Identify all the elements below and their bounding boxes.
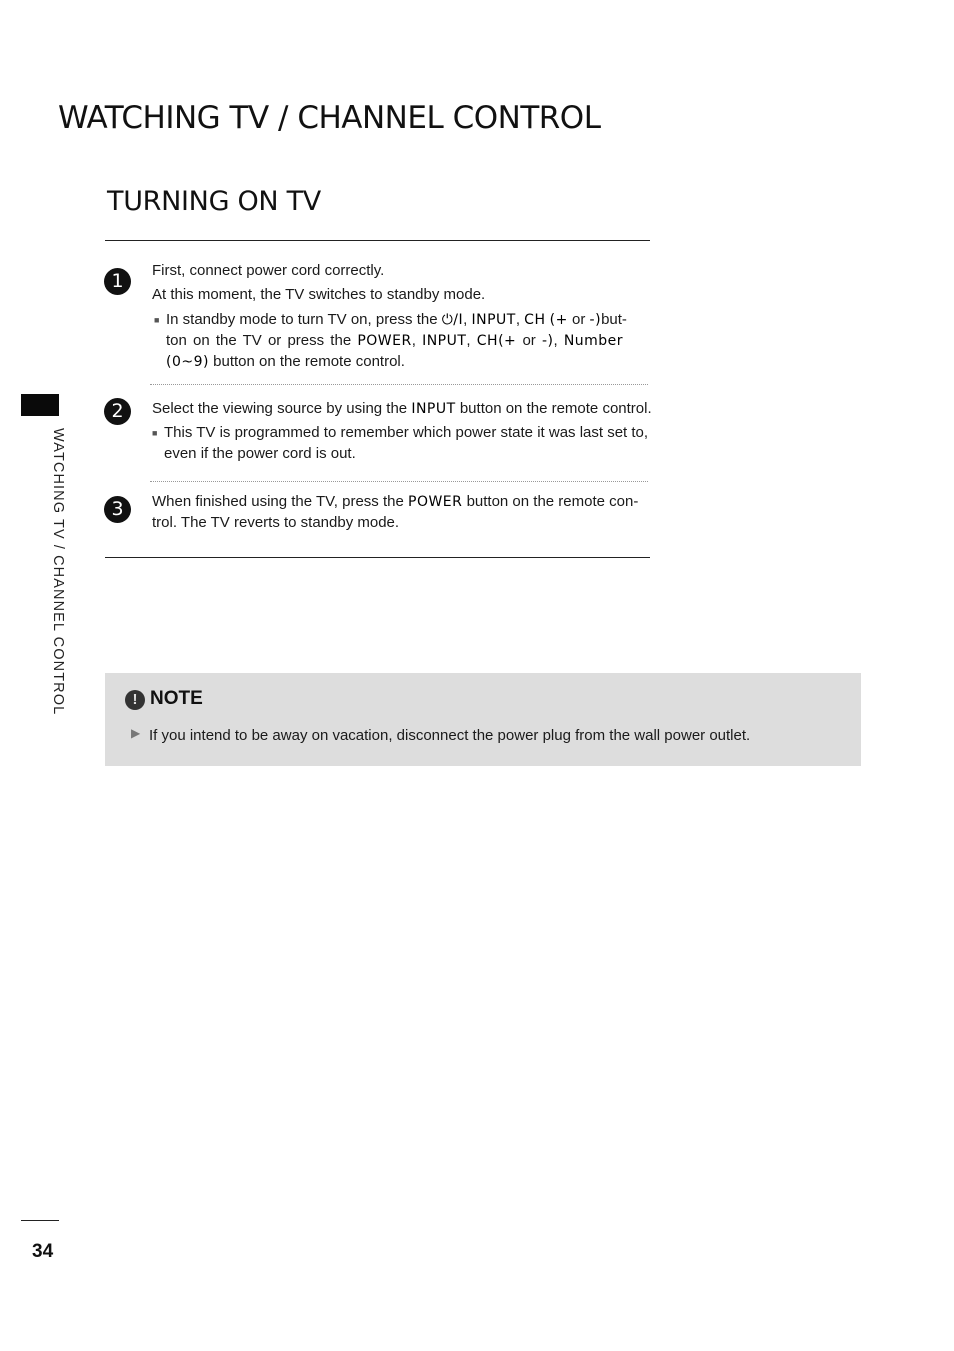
step-divider	[150, 481, 648, 482]
step-1-bullet-line-1	[166, 309, 652, 331]
step-2-text: button on the remote control.	[459, 400, 652, 417]
page-number: 34	[32, 1241, 54, 1262]
side-tab-marker	[21, 394, 59, 416]
separator: ,	[463, 311, 468, 328]
power-key: POWER	[357, 333, 412, 349]
side-tab-label: WATCHING TV / CHANNEL CONTROL	[50, 428, 66, 716]
number-key: Number	[563, 333, 624, 349]
separator: ,	[553, 332, 558, 349]
ch-plus-key: CH(+	[476, 333, 517, 349]
ch-minus-key: -)	[541, 333, 554, 349]
input-key: INPUT	[422, 333, 467, 349]
or-text: or	[522, 332, 536, 349]
separator: ,	[411, 332, 416, 349]
note-title: NOTE	[150, 688, 203, 709]
step-3-line-1	[152, 491, 638, 513]
step-1-bullet-line-3	[166, 351, 405, 373]
step-1-bullet-line-2	[166, 330, 652, 352]
note-text: If you intend to be away on vacation, disconnect the power plug from the wall power outlet.	[149, 727, 751, 744]
step-3-text: When finished using the TV, press the	[152, 493, 404, 510]
step-1-line-1: First, connect power cord correctly.	[152, 262, 385, 279]
step-2-bullet-line-2: even if the power cord is out.	[164, 445, 356, 462]
page-header: WATCHING TV / CHANNEL CONTROL	[58, 100, 601, 136]
step-1-bullet-text: button on the remote control.	[213, 353, 405, 370]
step-1-bullet-text: ton on the TV or press the	[166, 332, 352, 349]
step-3-text: button on the remote con-	[466, 493, 639, 510]
ch-key: CH	[524, 312, 546, 328]
separator: ,	[515, 311, 520, 328]
separator: ,	[466, 332, 471, 349]
note-box	[105, 673, 861, 766]
input-key: INPUT	[471, 312, 516, 328]
power-key: POWER	[408, 494, 463, 510]
ch-minus-key: -)	[589, 312, 602, 328]
step-1-number: 1	[104, 268, 131, 295]
number-range-key: (0~9)	[166, 354, 209, 370]
step-2-bullet-line-1: This TV is programmed to remember which power state it was last set to,	[164, 424, 649, 441]
ch-plus-key: (+	[549, 312, 568, 328]
step-1-bullet-icon: ■	[154, 315, 160, 325]
or-text: or	[572, 311, 586, 328]
step-2-bullet-icon: ■	[152, 428, 158, 438]
step-3-number: 3	[104, 496, 131, 523]
step-2-text: Select the viewing source by using the	[152, 400, 408, 417]
step-2-number: 2	[104, 398, 131, 425]
power-standby-icon: ⏻/I	[441, 312, 464, 328]
section-title: TURNING ON TV	[107, 186, 321, 217]
step-divider	[150, 384, 648, 385]
step-2-line-1	[152, 398, 652, 420]
step-1-line-2: At this moment, the TV switches to standby mode.	[152, 286, 486, 303]
bottom-divider	[105, 557, 650, 558]
hyphenated-text: but-	[601, 311, 627, 328]
input-key: INPUT	[411, 401, 456, 417]
arrow-right-icon: ▶	[131, 726, 141, 740]
top-divider	[105, 240, 650, 241]
footer-rule	[21, 1220, 59, 1221]
step-3-line-2: trol. The TV reverts to standby mode.	[152, 514, 400, 531]
exclamation-icon: !	[125, 690, 145, 710]
step-1-bullet-text: In standby mode to turn TV on, press the	[166, 311, 438, 328]
